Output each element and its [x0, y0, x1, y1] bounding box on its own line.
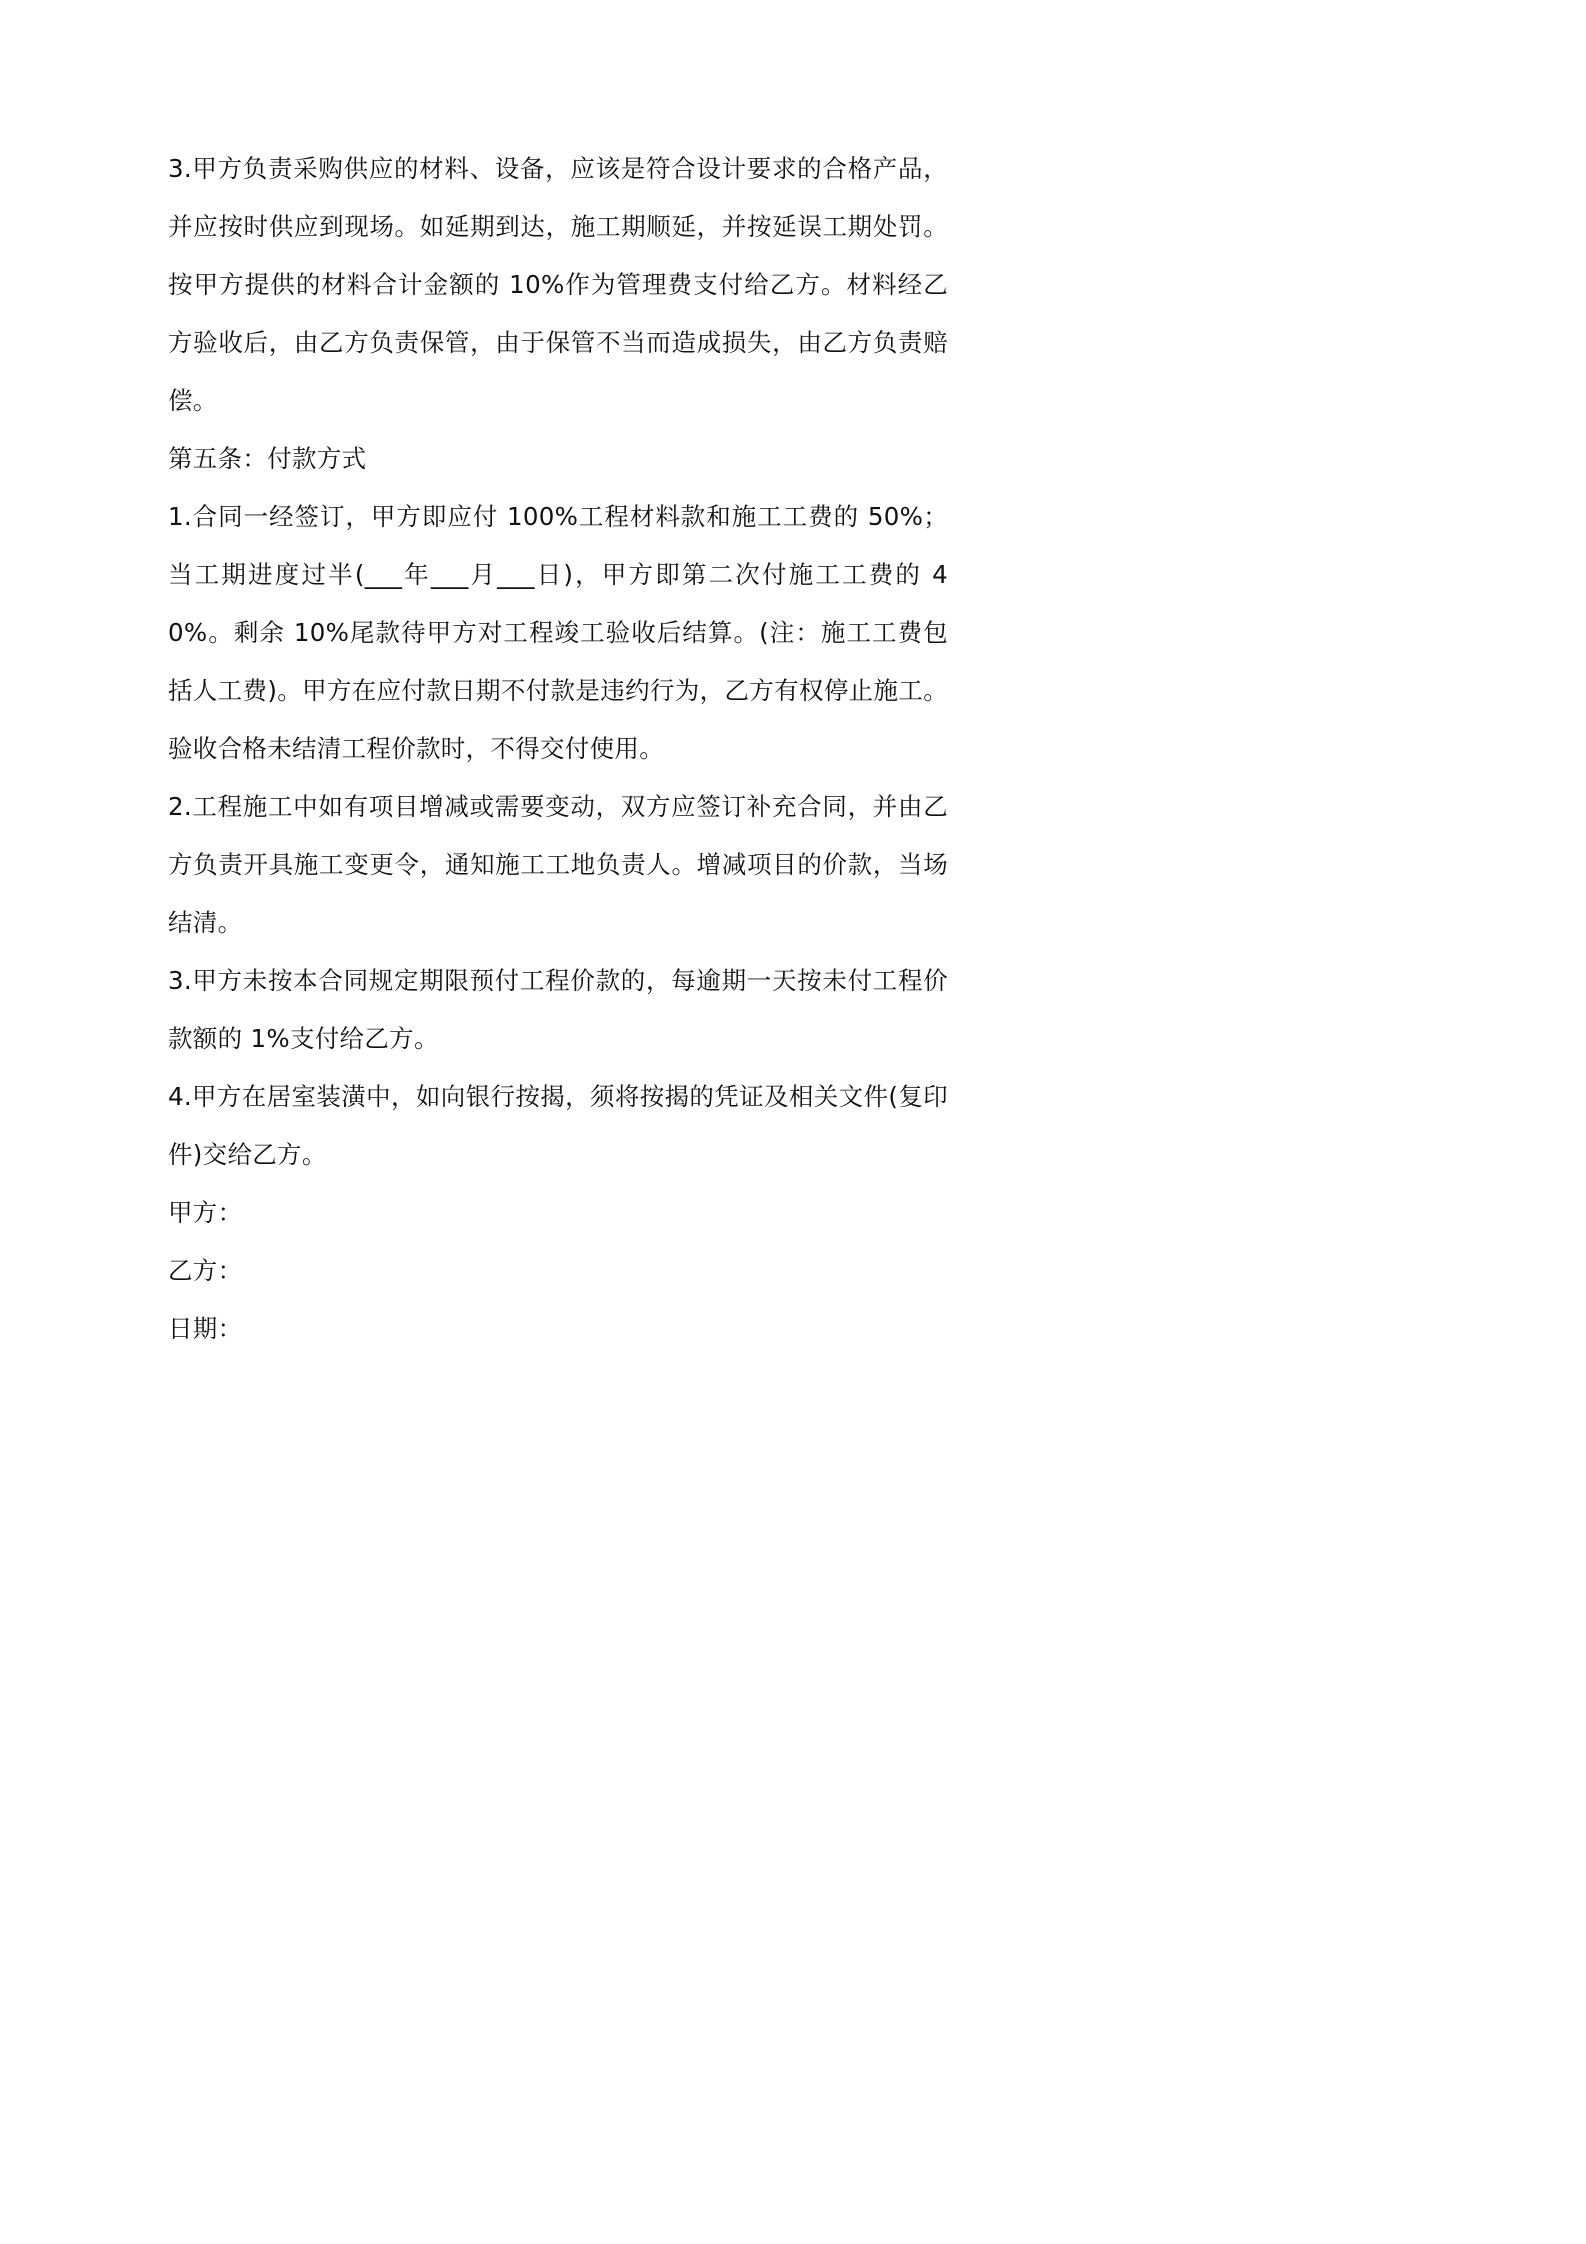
document-body — [168, 140, 948, 1358]
payment-clause-4: 4.甲方在居室装潢中，如向银行按揭，须将按揭的凭证及相关文件(复印件)交给乙方。 — [168, 1082, 948, 1169]
party-a-signature-line: 甲方： — [168, 1198, 243, 1227]
party-b-signature-line: 乙方： — [168, 1256, 243, 1285]
payment-clause-2: 2.工程施工中如有项目增减或需要变动，双方应签订补充合同，并由乙方负责开具施工变更令，通知施工工地负责人。增减项目的价款，当场结清。 — [168, 792, 948, 937]
document-page — [0, 0, 1100, 1558]
article-5-heading: 第五条：付款方式 — [168, 444, 367, 473]
clause-3-materials: 3.甲方负责采购供应的材料、设备，应该是符合设计要求的合格产品，并应按时供应到现场。如延期到达，施工期顺延，并按延误工期处罚。按甲方提供的材料合计金额的 10%作为管理费支付给乙方。材料经乙方验收后，由乙方负责保管，由于保管不当而造成损失，由乙方负责赔偿。 — [168, 154, 948, 415]
date-signature-line: 日期： — [168, 1314, 243, 1343]
payment-clause-1: 1.合同一经签订，甲方即应付 100%工程材料款和施工工费的 50%；当工期进度过半(___年___月___日)，甲方即第二次付施工工费的 40%。剩余 10%尾款待甲方对工程竣工验收后结算。(注：施工工费包括人工费)。甲方在应付款日期不付款是违约行为，乙方有权停止施工。验收合格未结清工程价款时，不得交付使用。 — [168, 502, 948, 763]
payment-clause-3: 3.甲方未按本合同规定期限预付工程价款的，每逾期一天按未付工程价款额的 1%支付给乙方。 — [168, 966, 948, 1053]
